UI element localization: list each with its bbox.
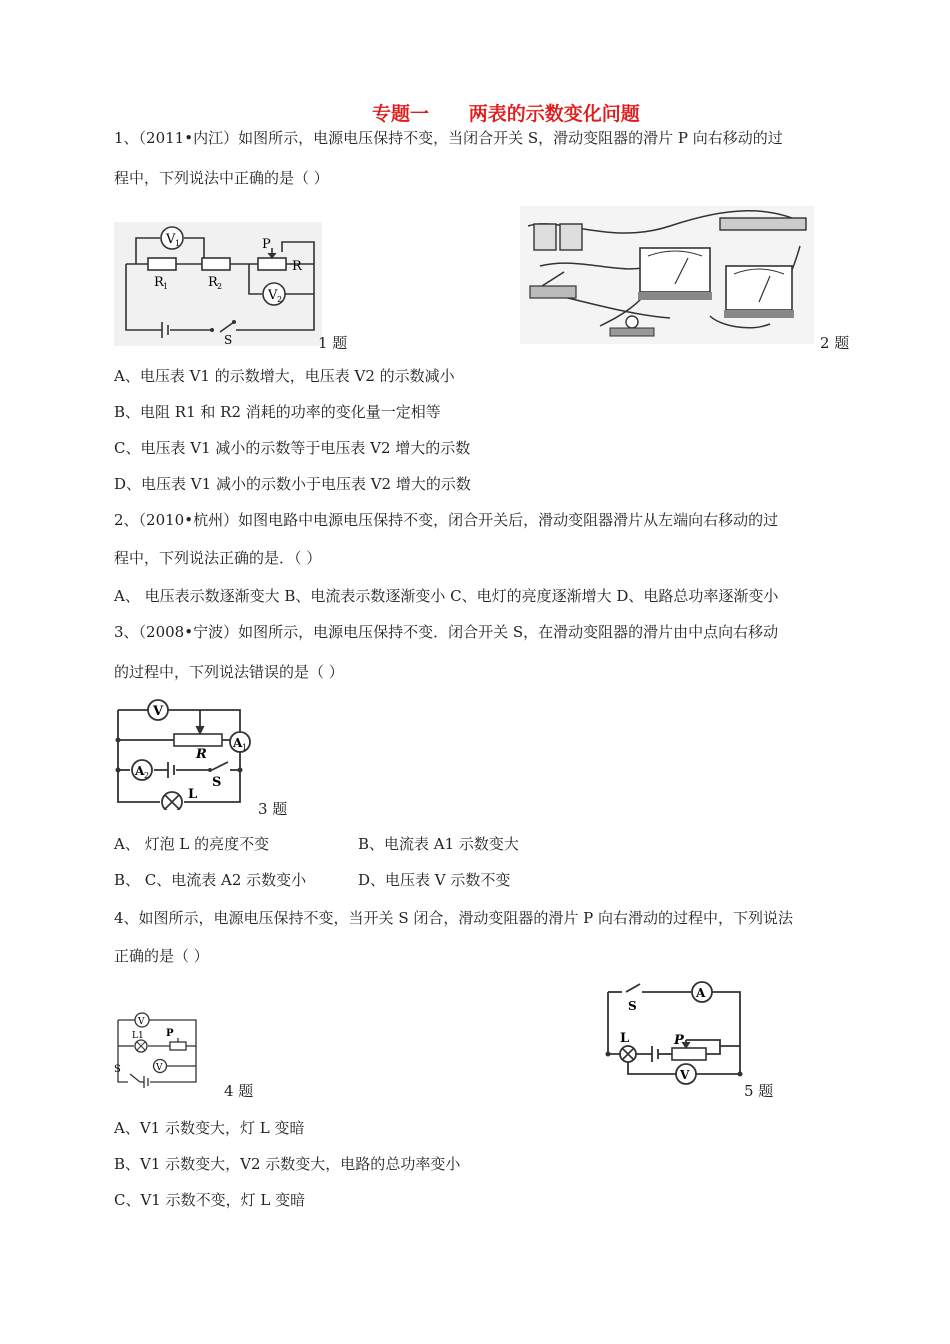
svg-text:A: A: [696, 986, 706, 1000]
svg-text:2: 2: [217, 282, 223, 291]
svg-text:1: 1: [163, 282, 169, 291]
svg-text:2: 2: [144, 771, 150, 780]
battery-2: [560, 224, 582, 250]
q1-option-b: B、电阻 R1 和 R2 消耗的功率的变化量一定相等: [114, 403, 441, 421]
fig4-label: 4 题: [224, 1082, 254, 1100]
q3-stem-line1: 3、（2008•宁波）如图所示，电源电压保持不变．闭合开关 S，在滑动变阻器的滑片由中点向右移动: [114, 623, 779, 641]
svg-text:1: 1: [242, 743, 248, 752]
svg-text:2: 2: [277, 295, 283, 304]
q3-option-c: B、 C、电流表 A2 示数变小: [114, 871, 307, 889]
svg-text:V: V: [680, 1068, 690, 1082]
svg-text:1: 1: [175, 239, 181, 248]
rheostat-device: [720, 218, 806, 230]
q4-stem-line2: 正确的是（ ）: [114, 947, 209, 965]
fig2-label: 2 题: [820, 334, 850, 352]
svg-text:V: V: [268, 288, 278, 303]
q4-option-c: C、V1 示数不变，灯 L 变暗: [114, 1191, 306, 1209]
q1-circuit-figure: [114, 222, 322, 346]
q3-circuit-figure: [112, 694, 262, 810]
bulb-icon: [626, 316, 638, 328]
q1-option-c: C、电压表 V1 减小的示数等于电压表 V2 增大的示数: [114, 439, 471, 457]
q3-option-a: A、 灯泡 L 的亮度不变: [114, 835, 270, 853]
q4-circuit-figure: [110, 1012, 208, 1096]
svg-text:R: R: [208, 275, 218, 290]
fig5-label: 5 题: [744, 1082, 774, 1100]
q3-stem-line2: 的过程中，下列说法错误的是（ ）: [114, 663, 344, 681]
svg-text:L1: L1: [132, 1031, 144, 1041]
svg-text:A: A: [233, 736, 243, 750]
q4-stem-line1: 4、如图所示，电源电压保持不变，当开关 S 闭合，滑动变阻器的滑片 P 向右滑动的过程中，下列说法: [114, 909, 793, 927]
q1-option-a: A、电压表 V1 的示数增大，电压表 V2 的示数减小: [114, 367, 455, 385]
q1-stem-line2: 程中，下列说法中正确的是（ ）: [114, 169, 329, 187]
svg-text:V: V: [153, 704, 164, 719]
fig1-label: 1 题: [318, 334, 348, 352]
q2-apparatus-figure: [520, 206, 814, 344]
q1-option-d: D、电压表 V1 减小的示数小于电压表 V2 增大的示数: [114, 475, 471, 493]
q3-option-b: B、电流表 A1 示数变大: [358, 835, 519, 853]
page-title: 专题一 两表的示数变化问题: [372, 103, 640, 125]
svg-text:P: P: [674, 1033, 684, 1048]
q5-circuit-figure: [600, 978, 748, 1092]
svg-text:S: S: [114, 1064, 121, 1075]
svg-text:L: L: [188, 787, 198, 802]
q4-option-a: A、V1 示数变大，灯 L 变暗: [114, 1119, 305, 1137]
svg-text:P: P: [166, 1028, 174, 1039]
fig3-label: 3 题: [258, 800, 288, 818]
q2-stem-line1: 2、（2010•杭州）如图电路中电源电压保持不变，闭合开关后，滑动变阻器滑片从左端向右移动的过: [114, 511, 779, 529]
svg-text:P: P: [262, 237, 271, 252]
q3-option-d: D、电压表 V 示数不变: [358, 871, 511, 889]
svg-text:V: V: [166, 232, 176, 247]
svg-text:A: A: [135, 764, 145, 778]
svg-text:S: S: [212, 775, 222, 790]
rheostat: [258, 258, 286, 270]
r2-resistor: [202, 258, 230, 270]
meter-2-icon: [726, 266, 792, 310]
svg-text:L: L: [620, 1031, 630, 1046]
svg-text:R: R: [292, 259, 302, 274]
svg-text:S: S: [628, 999, 637, 1013]
svg-text:R: R: [196, 747, 207, 762]
q2-stem-line2: 程中，下列说法正确的是．（ ）: [114, 549, 322, 567]
svg-text:V: V: [138, 1017, 145, 1027]
q4-rheostat: [170, 1042, 186, 1050]
switch-device: [530, 286, 576, 298]
q5-rheostat: [672, 1048, 706, 1060]
q1-stem-line1: 1、（2011•内江）如图所示，电源电压保持不变，当闭合开关 S，滑动变阻器的滑片 P 向右移动的过: [114, 129, 783, 147]
svg-text:S: S: [224, 333, 233, 346]
battery-1: [534, 224, 556, 250]
r1-resistor: [148, 258, 176, 270]
q4-option-b: B、V1 示数变大，V2 示数变大，电路的总功率变小: [114, 1155, 461, 1173]
q2-options: A、 电压表示数逐渐变大 B、电流表示数逐渐变小 C、电灯的亮度逐渐增大 D、电路总功率逐渐变小: [114, 587, 779, 605]
q3-rheostat: [174, 734, 222, 746]
svg-text:V: V: [156, 1063, 163, 1073]
svg-text:R: R: [154, 275, 164, 290]
